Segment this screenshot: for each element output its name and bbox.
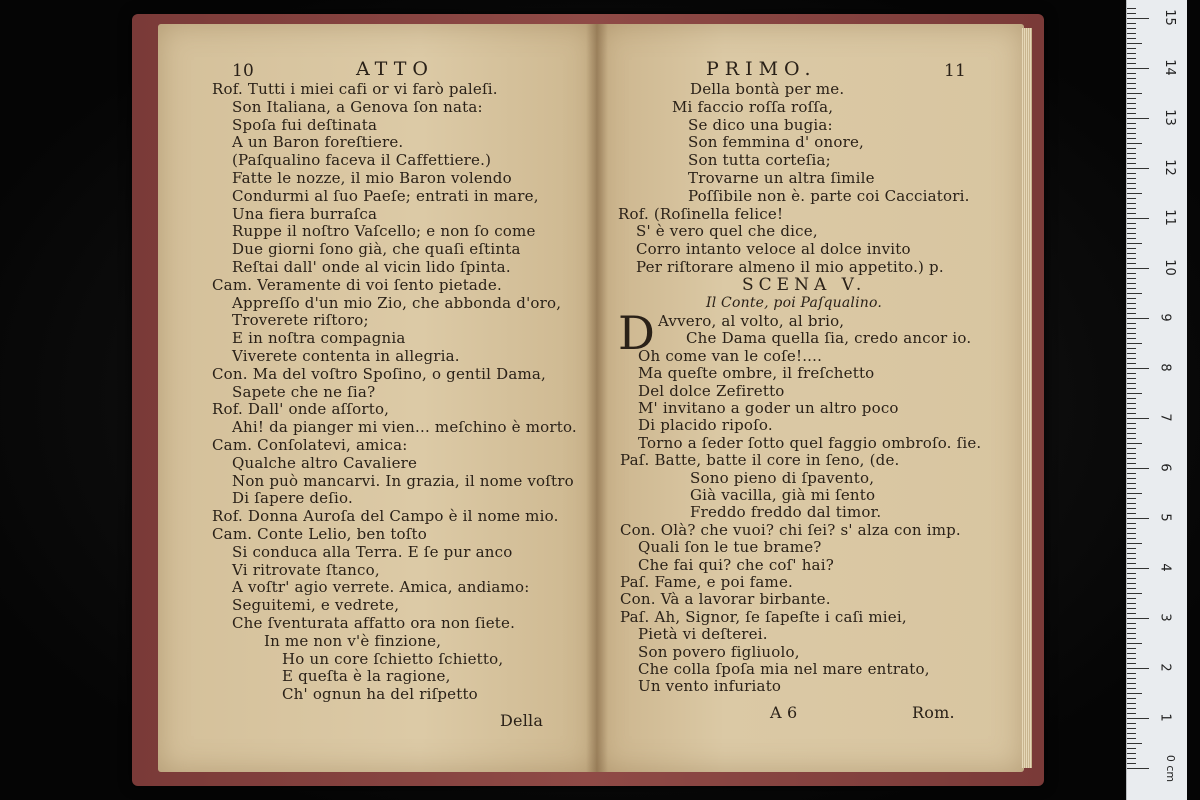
ruler-tick: [1127, 653, 1136, 654]
ruler-number: 4: [1157, 563, 1173, 572]
ruler-tick: [1127, 693, 1142, 694]
ruler-tick: [1127, 368, 1149, 369]
ruler-tick: [1127, 58, 1136, 59]
ruler-tick: [1127, 128, 1136, 129]
ruler-number: 2: [1157, 663, 1173, 672]
text-line: Freddo freddo dal timor.: [690, 503, 882, 522]
ruler-tick: [1127, 223, 1136, 224]
ruler-tick: [1127, 588, 1136, 589]
ruler-tick: [1127, 43, 1142, 44]
ruler-tick: [1127, 173, 1136, 174]
ruler-tick: [1127, 393, 1142, 394]
ruler-tick: [1127, 8, 1136, 9]
ruler-tick: [1127, 13, 1136, 14]
text-line: In me non v'è finzione,: [264, 631, 442, 650]
ruler-tick: [1127, 648, 1136, 649]
ruler-tick: [1127, 38, 1136, 39]
ruler-tick: [1127, 458, 1136, 459]
ruler-tick: [1127, 663, 1136, 664]
text-line: Spoſa fui deſtinata: [232, 115, 378, 134]
left-catchword: Della: [500, 711, 544, 730]
ruler-tick: [1127, 603, 1136, 604]
ruler-tick: [1127, 268, 1149, 269]
ruler-tick: [1127, 748, 1136, 749]
ruler-zero-label: 0 cm: [1164, 754, 1178, 783]
ruler-tick: [1127, 698, 1136, 699]
ruler-tick: [1127, 103, 1136, 104]
ruler-number: 3: [1157, 613, 1173, 622]
ruler-tick: [1127, 303, 1136, 304]
text-line: Sapete che ne ſia?: [232, 382, 376, 401]
ruler-tick: [1127, 718, 1149, 719]
ruler-tick: [1127, 63, 1136, 64]
text-line: Che ſventurata affatto ora non ſiete.: [232, 614, 516, 632]
ruler-tick: [1127, 148, 1136, 149]
ruler-tick: [1127, 708, 1136, 709]
ruler-tick: [1127, 278, 1136, 279]
text-line: Due giorni ſono già, che quaſi eſtinta: [232, 240, 521, 259]
text-line: Corro intanto veloce al dolce invito: [636, 240, 911, 259]
ruler-number: 7: [1157, 413, 1173, 422]
ruler-tick: [1127, 163, 1136, 164]
ruler-tick: [1127, 253, 1136, 254]
ruler-tick: [1127, 743, 1142, 744]
text-line: Paſ. Ah, Signor, ſe ſapeſte i caſi miei,: [620, 607, 907, 626]
ruler-tick: [1127, 378, 1136, 379]
ruler-tick: [1127, 548, 1136, 549]
ruler-tick: [1127, 593, 1142, 594]
text-line: Rof. Tutti i miei cafi or vi farò paleſi.: [212, 80, 498, 98]
ruler-tick: [1127, 153, 1136, 154]
text-line: Son femmina d' onore,: [688, 133, 865, 152]
ruler-number: 14: [1161, 59, 1177, 76]
text-line: Una fiera burraſca: [232, 204, 378, 223]
ruler-tick: [1127, 443, 1142, 444]
text-line: Con. Olà? che vuoi? chi ſei? s' alza con imp.: [620, 520, 961, 539]
ruler-tick: [1127, 473, 1136, 474]
ruler-tick: [1127, 533, 1136, 534]
ruler-tick: [1127, 638, 1136, 639]
ruler-tick: [1127, 123, 1136, 124]
ruler-number: 5: [1157, 513, 1173, 522]
text-line: Che colla ſpoſa mia nel mare entrato,: [638, 660, 930, 678]
right-catchword: Rom.: [912, 703, 955, 722]
ruler-tick: [1127, 333, 1136, 334]
ruler-tick: [1127, 238, 1136, 239]
book-gutter: [586, 24, 608, 772]
ruler-tick: [1127, 178, 1136, 179]
ruler-tick: [1127, 433, 1136, 434]
ruler-tick: [1127, 623, 1136, 624]
measuring-ruler: [1126, 0, 1187, 800]
ruler-tick: [1127, 33, 1136, 34]
ruler-tick: [1127, 468, 1149, 469]
ruler-tick: [1127, 668, 1149, 669]
ruler-tick: [1127, 563, 1136, 564]
text-line: A voſtr' agio verrete. Amica, andiamo:: [232, 578, 530, 597]
ruler-tick: [1127, 328, 1136, 329]
scene-subtitle: Il Conte, poi Paſqualino.: [706, 295, 882, 311]
ruler-tick: [1127, 48, 1136, 49]
text-line: Ho un core ſchietto ſchietto,: [282, 649, 504, 668]
text-line: Rof. Dall' onde aſſorto,: [212, 400, 390, 419]
text-line: E queſta è la ragione,: [282, 667, 451, 686]
ruler-tick: [1127, 703, 1136, 704]
text-line: Ma queſte ombre, il freſchetto: [638, 364, 875, 383]
ruler-tick: [1127, 673, 1136, 674]
text-line: Avvero, al volto, al brio,: [658, 312, 845, 330]
ruler-tick: [1127, 68, 1149, 69]
ruler-tick: [1127, 768, 1149, 769]
text-line: Non può mancarvi. In grazia, il nome voſtro: [232, 471, 574, 490]
ruler-tick: [1127, 403, 1136, 404]
text-line: Del dolce Zefiretto: [638, 381, 785, 400]
ruler-tick: [1127, 503, 1136, 504]
ruler-tick: [1127, 408, 1136, 409]
ruler-tick: [1127, 608, 1136, 609]
ruler-tick: [1127, 538, 1136, 539]
ruler-tick: [1127, 218, 1149, 219]
ruler-tick: [1127, 763, 1136, 764]
ruler-tick: [1127, 263, 1136, 264]
ruler-tick: [1127, 23, 1136, 24]
ruler-tick: [1127, 158, 1136, 159]
ruler-tick: [1127, 508, 1136, 509]
ruler-tick: [1127, 308, 1136, 309]
signature-mark: A 6: [770, 703, 798, 722]
ruler-number: 15: [1161, 9, 1177, 26]
ruler-tick: [1127, 363, 1136, 364]
text-line: Ch' ognun ha del riſpetto: [282, 685, 478, 704]
ruler-tick: [1127, 513, 1136, 514]
ruler-tick: [1127, 133, 1136, 134]
scene-title: SCENA V.: [742, 275, 867, 295]
ruler-tick: [1127, 113, 1136, 114]
ruler-tick: [1127, 438, 1136, 439]
text-line: Della bontà per me.: [690, 80, 845, 98]
text-line: Di placido ripoſo.: [638, 416, 773, 435]
ruler-number: 10: [1161, 259, 1177, 276]
ruler-tick: [1127, 313, 1136, 314]
ruler-tick: [1127, 398, 1136, 399]
ruler-number: 1: [1157, 713, 1173, 722]
ruler-tick: [1127, 413, 1136, 414]
text-line: Reſtai dall' onde al vicin lido ſpinta.: [232, 258, 511, 276]
text-line: Fatte le nozze, il mio Baron volendo: [232, 169, 512, 187]
ruler-tick: [1127, 643, 1142, 644]
ruler-tick: [1127, 108, 1136, 109]
ruler-tick: [1127, 298, 1136, 299]
ruler-tick: [1127, 423, 1136, 424]
text-line: Paſ. Fame, e poi fame.: [620, 573, 794, 591]
ruler-tick: [1127, 208, 1136, 209]
ruler-number: 9: [1157, 313, 1173, 322]
ruler-tick: [1127, 383, 1136, 384]
text-line: Qualche altro Cavaliere: [232, 453, 418, 472]
ruler-tick: [1127, 388, 1136, 389]
ruler-tick: [1127, 728, 1136, 729]
text-line: Condurmi al ſuo Paeſe; entrati in mare,: [232, 186, 539, 205]
ruler-tick: [1127, 618, 1149, 619]
ruler-number: 13: [1161, 109, 1177, 126]
ruler-tick: [1127, 318, 1149, 319]
text-line: Già vacilla, già mi ſento: [690, 486, 876, 504]
ruler-tick: [1127, 138, 1136, 139]
ruler-tick: [1127, 758, 1136, 759]
text-line: Trovarne un altra ſimile: [688, 169, 875, 187]
ruler-tick: [1127, 553, 1136, 554]
ruler-tick: [1127, 488, 1136, 489]
ruler-tick: [1127, 448, 1136, 449]
ruler-tick: [1127, 683, 1136, 684]
ruler-tick: [1127, 53, 1136, 54]
ruler-tick: [1127, 658, 1136, 659]
ruler-tick: [1127, 493, 1142, 494]
ruler-number: 6: [1157, 463, 1173, 472]
text-line: Cam. Conſolatevi, amica:: [212, 436, 408, 454]
ruler-tick: [1127, 523, 1136, 524]
text-line: Che fai qui? che coſ' hai?: [638, 555, 834, 574]
ruler-tick: [1127, 198, 1136, 199]
ruler-tick: [1127, 118, 1149, 119]
ruler-tick: [1127, 688, 1136, 689]
text-line: M' invitano a goder un altro poco: [638, 399, 899, 417]
text-line: Son Italiana, a Genova ſon nata:: [232, 97, 483, 116]
ruler-tick: [1127, 183, 1136, 184]
ruler-tick: [1127, 633, 1136, 634]
ruler-tick: [1127, 323, 1136, 324]
text-line: Ruppe il noſtro Vaſcello; e non ſo come: [232, 222, 536, 241]
text-line: Pietà vi deſterei.: [638, 625, 768, 644]
ruler-tick: [1127, 18, 1149, 19]
ruler-tick: [1127, 528, 1136, 529]
ruler-tick: [1127, 373, 1136, 374]
ruler-tick: [1127, 578, 1136, 579]
ruler-tick: [1127, 73, 1136, 74]
ruler-tick: [1127, 568, 1149, 569]
text-line: Viverete contenta in allegria.: [232, 347, 460, 365]
ruler-tick: [1127, 613, 1136, 614]
ruler-tick: [1127, 478, 1136, 479]
ruler-tick: [1127, 258, 1136, 259]
left-page-number: 10: [232, 61, 255, 81]
ruler-tick: [1127, 283, 1136, 284]
ruler-tick: [1127, 428, 1136, 429]
ruler-tick: [1127, 738, 1136, 739]
ruler-tick: [1127, 93, 1142, 94]
ruler-tick: [1127, 358, 1136, 359]
text-line: S' è vero quel che dice,: [636, 222, 818, 241]
ruler-tick: [1127, 228, 1136, 229]
ruler-tick: [1127, 463, 1136, 464]
ruler-number: 8: [1157, 363, 1173, 372]
text-line: Troverete riſtoro;: [232, 311, 369, 330]
ruler-tick: [1127, 338, 1136, 339]
left-page-header: ATTO: [356, 58, 434, 80]
drop-cap: D: [618, 306, 655, 360]
ruler-tick: [1127, 483, 1136, 484]
ruler-tick: [1127, 213, 1136, 214]
text-line: Se dico una bugia:: [688, 115, 833, 134]
text-line: A un Baron foreſtiere.: [232, 133, 404, 152]
ruler-tick: [1127, 78, 1136, 79]
text-line: Cam. Veramente di voi ſento pietade.: [212, 275, 502, 294]
ruler-tick: [1127, 733, 1136, 734]
ruler-tick: [1127, 713, 1136, 714]
text-line: (Paſqualino faceva il Caffettiere.): [232, 151, 492, 170]
ruler-tick: [1127, 343, 1142, 344]
ruler-tick: [1127, 598, 1136, 599]
ruler-tick: [1127, 203, 1136, 204]
text-line: Cam. Conte Lelio, ben toſto: [212, 525, 427, 543]
ruler-tick: [1127, 88, 1136, 89]
ruler-tick: [1127, 558, 1136, 559]
ruler-tick: [1127, 293, 1142, 294]
text-line: Con. Ma del voſtro Spoſino, o gentil Dama,: [212, 364, 546, 383]
text-line: Rof. (Roſinella felice!: [618, 204, 784, 223]
text-line: Quali ſon le tue brame?: [638, 538, 822, 557]
ruler-tick: [1127, 143, 1142, 144]
text-line: Son povero figliuolo,: [638, 642, 800, 661]
ruler-number: 11: [1161, 209, 1177, 226]
text-line: E in noſtra compagnia: [232, 329, 406, 348]
text-line: Appreſſo d'un mio Zio, che abbonda d'oro,: [232, 293, 562, 312]
ruler-tick: [1127, 83, 1136, 84]
text-line: Son tutta corteſia;: [688, 151, 831, 170]
ruler-tick: [1127, 248, 1136, 249]
text-line: Si conduca alla Terra. E ſe pur anco: [232, 542, 513, 561]
text-line: Paſ. Batte, batte il core in ſeno, (de.: [620, 451, 900, 470]
text-line: Ahi! da pianger mi vien... meſchino è morto.: [232, 418, 577, 437]
text-line: Oh come van le coſe!....: [638, 346, 823, 365]
text-line: Seguitemi, e vedrete,: [232, 596, 400, 615]
text-line: Con. Và a lavorar birbante.: [620, 590, 831, 609]
ruler-tick: [1127, 348, 1136, 349]
text-line: Di ſapere deſio.: [232, 489, 353, 508]
ruler-tick: [1127, 243, 1142, 244]
ruler-tick: [1127, 353, 1136, 354]
ruler-tick: [1127, 573, 1136, 574]
text-line: Mi faccio roſſa roſſa,: [672, 97, 834, 116]
text-line: Rof. Donna Auroſa del Campo è il nome mio.: [212, 507, 559, 526]
text-line: Torno a ſeder ſotto quel faggio ombroſo. ſie.: [638, 433, 982, 452]
ruler-number: 12: [1161, 159, 1177, 176]
right-page-number: 11: [944, 61, 967, 81]
ruler-tick: [1127, 98, 1136, 99]
text-line: Che Dama quella ſia, credo ancor io.: [686, 329, 972, 348]
ruler-tick: [1127, 193, 1142, 194]
ruler-tick: [1127, 28, 1136, 29]
text-line: Per riſtorare almeno il mio appetito.) p.: [636, 258, 944, 276]
ruler-tick: [1127, 233, 1136, 234]
ruler-tick: [1127, 678, 1136, 679]
right-page-header: PRIMO.: [706, 58, 817, 80]
ruler-tick: [1127, 453, 1136, 454]
ruler-tick: [1127, 543, 1142, 544]
ruler-tick: [1127, 498, 1136, 499]
ruler-tick: [1127, 168, 1149, 169]
text-line: Un vento infuriato: [638, 677, 782, 696]
ruler-tick: [1127, 518, 1149, 519]
page-edges: [1022, 28, 1032, 768]
text-line: Vi ritrovate ſtanco,: [232, 560, 380, 579]
text-line: Sono pieno di ſpavento,: [690, 468, 875, 487]
text-line: Poſſibile non è. parte coi Cacciatori.: [688, 186, 970, 205]
ruler-tick: [1127, 188, 1136, 189]
ruler-tick: [1127, 628, 1136, 629]
ruler-tick: [1127, 753, 1136, 754]
ruler-tick: [1127, 288, 1136, 289]
ruler-tick: [1127, 273, 1136, 274]
ruler-tick: [1127, 583, 1136, 584]
ruler-tick: [1127, 723, 1136, 724]
ruler-tick: [1127, 418, 1149, 419]
